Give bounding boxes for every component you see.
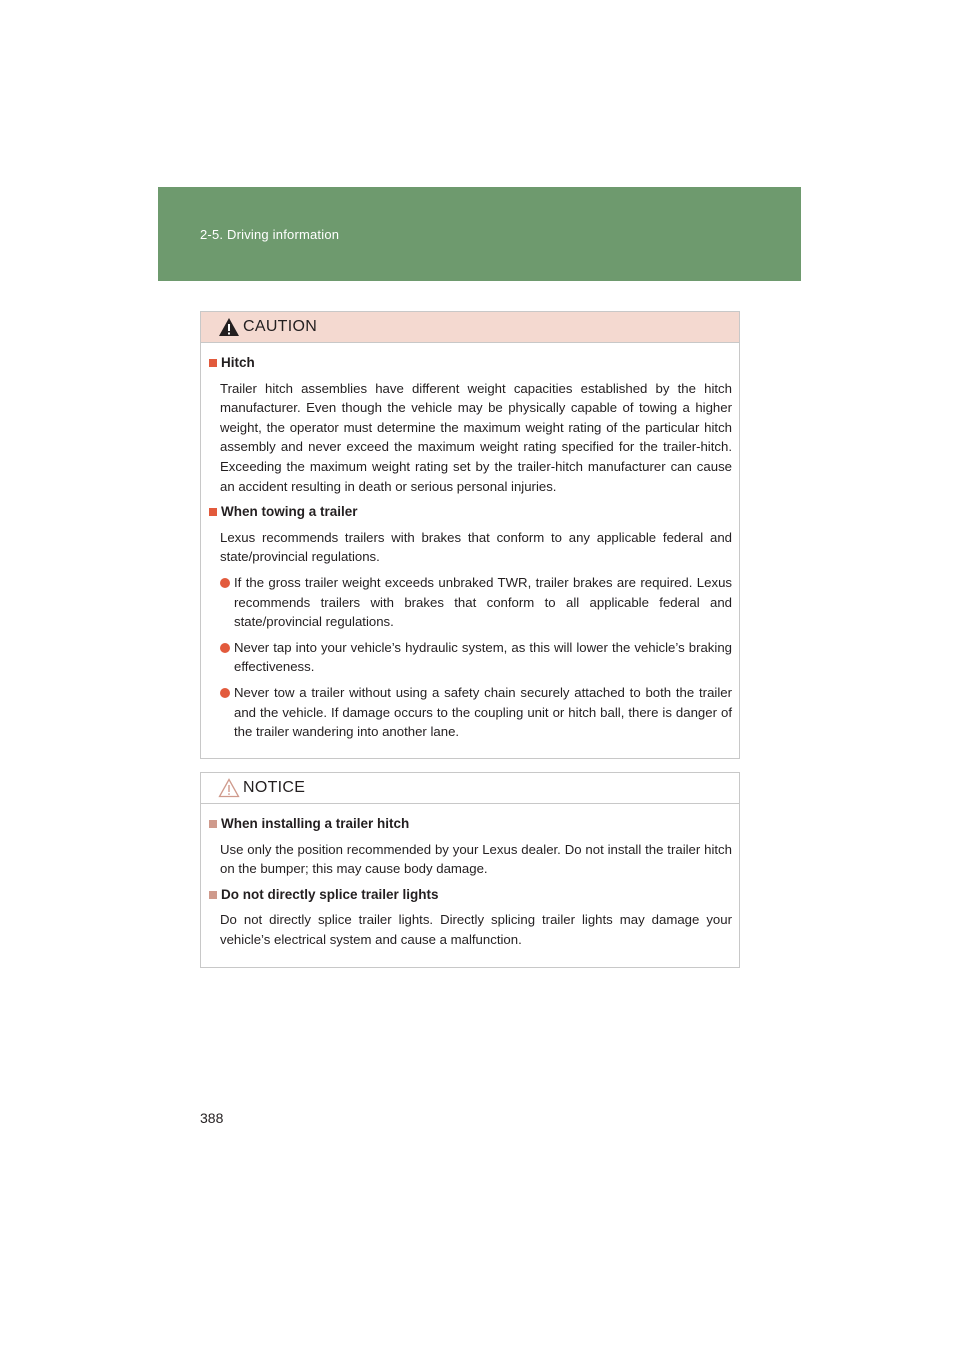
notice-text-splice: Do not directly splice trailer lights. Directly splicing trailer lights may damage your vehicle’s electrical system and cause a malfunction. [220, 912, 732, 947]
notice-box [200, 772, 740, 968]
notice-header [201, 773, 739, 804]
list-item: If the gross trailer weight exceeds unbraked TWR, trailer brakes are required. Lexus recommends trailers with brakes that conform to all applicable federal and state/provincial regulations. [220, 573, 732, 632]
round-bullet-icon [220, 578, 230, 588]
section-title: 2-5. Driving information [200, 227, 340, 242]
square-bullet-icon [209, 359, 217, 367]
caution-text-hitch: Trailer hitch assemblies have different weight capacities established by the hitch manufacturer. Even though the vehicle may be physically capable of towing a higher weight, the operator must determine the maximum weight rating of the particular hitch assembly and never exceed the maximum weight rating specified for the trailer-hitch. Exceeding the maximum weight rating set by the trailer-hitch manufacturer can cause an accident resulting in death or serious personal injuries. [220, 380, 732, 494]
notice-heading-splice: Do not directly splice trailer lights [209, 885, 732, 905]
notice-heading-hitch: When installing a trailer hitch [209, 814, 732, 834]
square-bullet-icon [209, 820, 217, 828]
round-bullet-icon [220, 643, 230, 653]
caution-header [201, 312, 739, 343]
notice-title: NOTICE [243, 779, 306, 796]
caution-heading-hitch: Hitch [209, 353, 732, 373]
caution-text-towing: Lexus recommends trailers with brakes that conform to any applicable federal and state/provincial regulations. [220, 529, 732, 565]
caution-title: CAUTION [243, 318, 318, 335]
round-bullet-icon [220, 688, 230, 698]
list-item: Never tap into your vehicle’s hydraulic system, as this will lower the vehicle’s braking effectiveness. [220, 638, 732, 677]
square-bullet-icon [209, 508, 217, 516]
list-item: Never tow a trailer without using a safety chain securely attached to both the trailer and the vehicle. If damage occurs to the coupling unit or hitch ball, there is danger of the trailer wandering into another lane. [220, 683, 732, 742]
warning-triangle-icon [218, 317, 240, 337]
caution-heading-towing: When towing a trailer [209, 502, 732, 522]
section-header-band [158, 187, 801, 281]
square-bullet-icon [209, 891, 217, 899]
caution-box [200, 311, 740, 759]
notice-text-hitch: Use only the position recommended by your Lexus dealer. Do not install the trailer hitch on the bumper; this may cause body damage. [220, 841, 732, 877]
page-number: 388 [200, 1110, 224, 1126]
warning-triangle-outline-icon [218, 778, 240, 798]
